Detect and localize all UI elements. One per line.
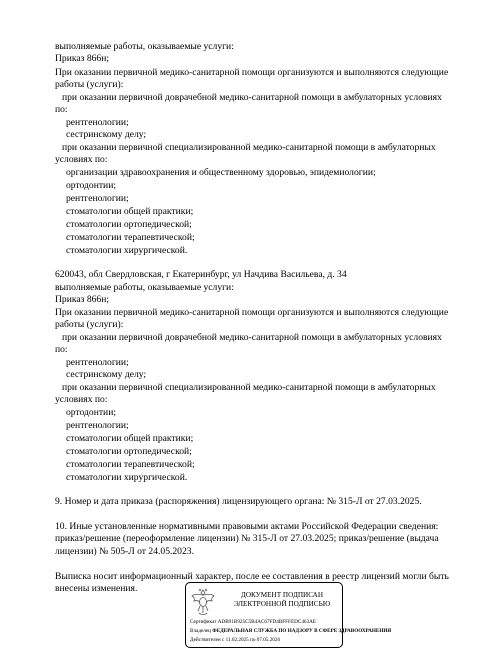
section-a-line: сестринскому делу;	[66, 129, 147, 140]
section-a-line: стоматологии хирургической.	[66, 245, 188, 256]
section-b-line: стоматологии общей практики;	[66, 433, 194, 444]
section-a-line: по:	[55, 104, 68, 115]
stamp-owner	[190, 628, 392, 635]
section-b-line: при оказании первичной специализированной медико-санитарной помощи в амбулаторных	[62, 382, 436, 393]
license-order-number: 9. Номер и дата приказа (распоряжения) лицензирующего органа: № 315-Л от 27.03.2025.	[55, 496, 422, 507]
notice-line: внесены изменения.	[55, 583, 138, 594]
section-b-line: стоматологии хирургической.	[66, 472, 188, 483]
section-b-line: рентгенологии;	[66, 357, 129, 368]
section-b-line: стоматологии терапевтической;	[66, 459, 195, 470]
section-a-line: При оказании первичной медико-санитарной помощи организуются и выполняются следующие	[55, 67, 449, 78]
section-a-line: стоматологии терапевтической;	[66, 232, 195, 243]
section-a-line: стоматологии ортопедической;	[66, 219, 192, 230]
section-a-line: рентгенологии;	[66, 117, 129, 128]
stamp-certificate-value: ADB91B925C5B4AC67FD4BFFFEDC463AE	[217, 619, 317, 625]
item10-line: 10. Иные установленные нормативными правовыми актами Российской Федерации сведения:	[55, 521, 439, 532]
item10-line: приказ/решение (переоформление лицензии) № 315-Л от 27.03.2025; приказ/решение (выдача	[55, 533, 439, 544]
section-b-line: при оказании первичной доврачебной медико-санитарной помощи в амбулаторных условиях	[62, 332, 442, 343]
notice-line: Выписка носит информационный характер, после ее составления в реестр лицензий могли быть	[55, 571, 449, 582]
section-b-line: 620043, обл Свердловская, г Екатеринбург, ул Начдива Васильева, д. 34	[55, 269, 347, 280]
section-a-line: при оказании первичной доврачебной медико-санитарной помощи в амбулаторных условиях	[62, 92, 442, 103]
section-a-line: Приказ 866н;	[55, 53, 110, 64]
section-b-line: ортодонтии;	[66, 407, 116, 418]
stamp-owner-label: Владелец	[190, 628, 211, 634]
stamp-validity: Действителен с 11.02.2025 по 07.05.2026	[190, 637, 281, 643]
stamp-certificate-label: Сертификат	[190, 619, 217, 625]
section-b-line: Приказ 866н;	[55, 294, 110, 305]
section-b-line: рентгенологии;	[66, 420, 129, 431]
stamp-owner-value: ФЕДЕРАЛЬНАЯ СЛУЖБА ПО НАДЗОРУ В СФЕРЕ ЗДРАВООХРАНЕНИЯ	[212, 628, 392, 634]
section-a-line: рентгенологии;	[66, 193, 129, 204]
electronic-signature-stamp	[185, 582, 392, 648]
section-b-line: При оказании первичной медико-санитарной помощи организуются и выполняются следующие	[55, 307, 449, 318]
section-b-line: сестринскому делу;	[66, 369, 147, 380]
section-a-line: выполняемые работы, оказываемые услуги:	[55, 41, 234, 52]
section-a-line: при оказании первичной специализированной медико-санитарной помощи в амбулаторных	[62, 142, 436, 153]
stamp-certificate	[190, 619, 342, 626]
section-a-line: организации здравоохранения и общественному здоровью, эпидемиологии;	[66, 167, 376, 178]
stamp-title-line2: ЭЛЕКТРОННОЙ ПОДПИСЬЮ	[233, 600, 331, 608]
section-a-line: стоматологии общей практики;	[66, 206, 194, 217]
section-a-line: условиях по:	[55, 154, 108, 165]
section-b-line: работы (услуги):	[55, 319, 124, 330]
section-a-line: ортодонтии;	[66, 180, 116, 191]
section-a-line: работы (услуги):	[55, 79, 124, 90]
section-b-line: по:	[55, 344, 68, 355]
section-b-line: стоматологии ортопедической;	[66, 446, 192, 457]
section-b-line: условиях по:	[55, 394, 108, 405]
item10-line: лицензии) № 505-Л от 24.05.2023.	[55, 546, 194, 557]
section-b-line: выполняемые работы, оказываемые услуги:	[55, 282, 234, 293]
stamp-title-line1: ДОКУМЕНТ ПОДПИСАН	[240, 591, 324, 599]
eagle-emblem-icon	[189, 587, 217, 617]
